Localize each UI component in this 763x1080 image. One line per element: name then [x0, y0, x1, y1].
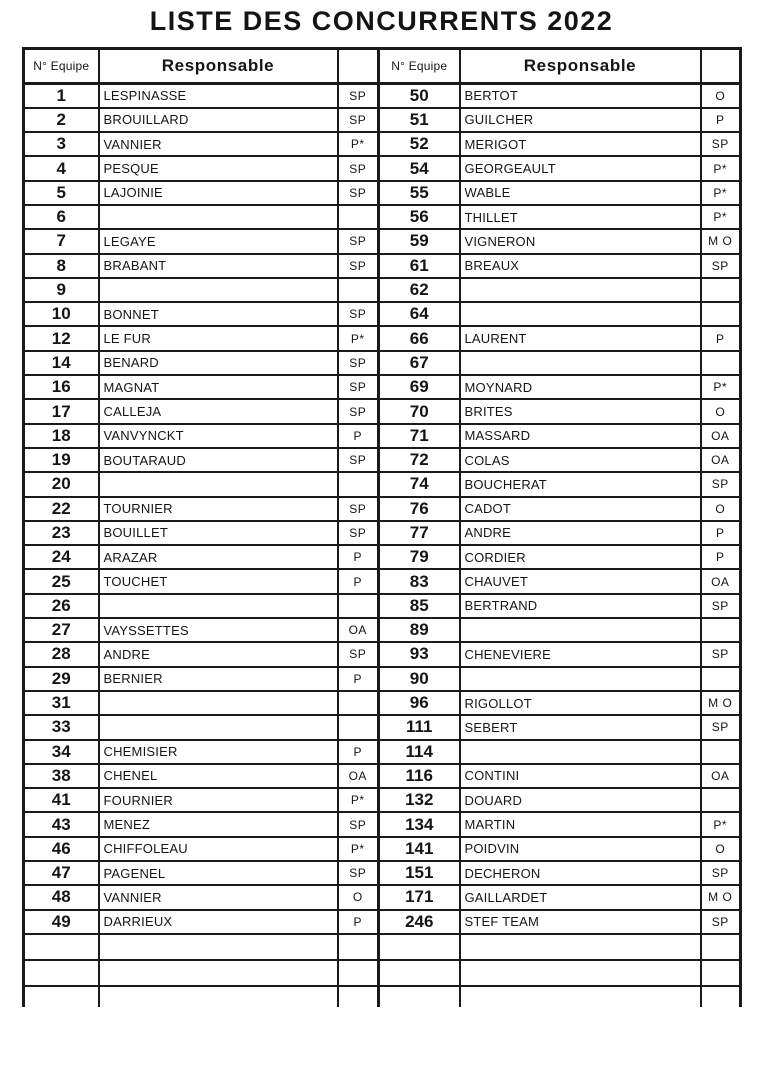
- left-num-cell: 6: [24, 205, 99, 229]
- right-name-cell: COLAS: [460, 448, 701, 472]
- right-code-cell: SP: [701, 132, 741, 156]
- left-name-cell: MENEZ: [99, 812, 338, 836]
- right-code-cell: [701, 788, 741, 812]
- left-code-cell: P: [338, 569, 379, 593]
- left-name-cell: CHENEL: [99, 764, 338, 788]
- left-name-cell: CALLEJA: [99, 399, 338, 423]
- right-name-cell: CORDIER: [460, 545, 701, 569]
- right-code-cell: M O: [701, 691, 741, 715]
- left-name-cell: BOUTARAUD: [99, 448, 338, 472]
- left-name-cell: [99, 691, 338, 715]
- left-num-cell: 38: [24, 764, 99, 788]
- left-num-cell: 19: [24, 448, 99, 472]
- right-name-cell: LAURENT: [460, 326, 701, 350]
- right-name-cell: [460, 618, 701, 642]
- right-name-cell: BERTRAND: [460, 594, 701, 618]
- right-name-cell: MOYNARD: [460, 375, 701, 399]
- right-name-cell: STEF TEAM: [460, 910, 701, 934]
- right-code-cell: SP: [701, 472, 741, 496]
- header-left-team-number: N° Equipe: [24, 49, 99, 84]
- right-name-cell: [460, 302, 701, 326]
- right-num-cell: 67: [379, 351, 460, 375]
- right-name-cell: CHAUVET: [460, 569, 701, 593]
- right-code-cell: SP: [701, 254, 741, 278]
- left-code-cell: P*: [338, 132, 379, 156]
- left-code-cell: [338, 472, 379, 496]
- page-title: LISTE DES CONCURRENTS 2022: [149, 6, 614, 36]
- right-name-cell: BOUCHERAT: [460, 472, 701, 496]
- left-name-cell: TOURNIER: [99, 497, 338, 521]
- left-code-cell: SP: [338, 861, 379, 885]
- header-left-code: [338, 49, 379, 84]
- right-code-cell: [701, 302, 741, 326]
- left-num-cell: 46: [24, 837, 99, 861]
- right-num-cell: 74: [379, 472, 460, 496]
- left-num-cell: 47: [24, 861, 99, 885]
- right-name-cell-empty: [460, 934, 701, 960]
- right-code-cell: O: [701, 837, 741, 861]
- left-name-cell: BROUILLARD: [99, 108, 338, 132]
- left-name-cell: PAGENEL: [99, 861, 338, 885]
- table-row: [24, 812, 741, 836]
- right-name-cell-empty: [460, 986, 701, 1007]
- left-name-cell-empty: [99, 934, 338, 960]
- left-name-cell: VANVYNCKT: [99, 424, 338, 448]
- table-row: [24, 302, 741, 326]
- right-num-cell: 132: [379, 788, 460, 812]
- right-num-cell: 111: [379, 715, 460, 739]
- left-num-cell: 16: [24, 375, 99, 399]
- left-code-cell: SP: [338, 497, 379, 521]
- right-num-cell: 62: [379, 278, 460, 302]
- right-num-cell: 246: [379, 910, 460, 934]
- table-row: [24, 837, 741, 861]
- table-row: [24, 545, 741, 569]
- right-num-cell: 59: [379, 229, 460, 253]
- right-code-cell: P*: [701, 812, 741, 836]
- left-code-cell: P*: [338, 837, 379, 861]
- table-row: [24, 132, 741, 156]
- table-row: [24, 278, 741, 302]
- table-row: [24, 618, 741, 642]
- right-num-cell: 141: [379, 837, 460, 861]
- left-num-cell: 49: [24, 910, 99, 934]
- left-code-cell: SP: [338, 84, 379, 108]
- left-num-cell: 43: [24, 812, 99, 836]
- left-num-cell: 23: [24, 521, 99, 545]
- left-num-cell: 26: [24, 594, 99, 618]
- right-name-cell: [460, 351, 701, 375]
- right-num-cell: 151: [379, 861, 460, 885]
- left-name-cell: PESQUE: [99, 156, 338, 180]
- table-row: [24, 254, 741, 278]
- right-name-cell: CONTINI: [460, 764, 701, 788]
- table-row: [24, 764, 741, 788]
- left-num-cell: 48: [24, 885, 99, 909]
- right-num-cell: 79: [379, 545, 460, 569]
- right-num-cell: 70: [379, 399, 460, 423]
- left-num-cell: 25: [24, 569, 99, 593]
- right-name-cell: VIGNERON: [460, 229, 701, 253]
- right-num-cell-empty: [379, 934, 460, 960]
- left-code-cell: [338, 278, 379, 302]
- right-num-cell: 72: [379, 448, 460, 472]
- left-code-cell: SP: [338, 521, 379, 545]
- empty-row: [24, 986, 741, 1007]
- right-num-cell: 61: [379, 254, 460, 278]
- table-row: [24, 156, 741, 180]
- right-code-cell: M O: [701, 229, 741, 253]
- table-row: [24, 351, 741, 375]
- right-code-cell: P: [701, 108, 741, 132]
- right-num-cell-empty: [379, 986, 460, 1007]
- header-left-responsable: Responsable: [99, 49, 338, 84]
- left-num-cell: 9: [24, 278, 99, 302]
- right-code-cell: P*: [701, 156, 741, 180]
- right-code-cell: SP: [701, 715, 741, 739]
- left-code-cell: SP: [338, 156, 379, 180]
- left-name-cell: BONNET: [99, 302, 338, 326]
- left-code-cell: [338, 205, 379, 229]
- left-num-cell: 18: [24, 424, 99, 448]
- table-row: [24, 472, 741, 496]
- table-row: [24, 399, 741, 423]
- left-name-cell: FOURNIER: [99, 788, 338, 812]
- left-name-cell: LAJOINIE: [99, 181, 338, 205]
- left-code-cell: P: [338, 740, 379, 764]
- right-code-cell: SP: [701, 594, 741, 618]
- right-num-cell: 96: [379, 691, 460, 715]
- right-num-cell: 55: [379, 181, 460, 205]
- right-name-cell: GAILLARDET: [460, 885, 701, 909]
- left-name-cell: [99, 205, 338, 229]
- left-name-cell: LEGAYE: [99, 229, 338, 253]
- left-name-cell: CHEMISIER: [99, 740, 338, 764]
- left-code-cell: SP: [338, 448, 379, 472]
- right-name-cell: CHENEVIERE: [460, 642, 701, 666]
- left-name-cell: [99, 715, 338, 739]
- right-num-cell: 64: [379, 302, 460, 326]
- left-code-cell: [338, 715, 379, 739]
- left-num-cell: 27: [24, 618, 99, 642]
- right-code-cell: P*: [701, 205, 741, 229]
- right-code-cell: [701, 740, 741, 764]
- competitors-table-body: [24, 49, 741, 1007]
- right-code-cell: P: [701, 545, 741, 569]
- table-row: [24, 205, 741, 229]
- right-num-cell: 171: [379, 885, 460, 909]
- left-code-cell: [338, 594, 379, 618]
- right-name-cell: THILLET: [460, 205, 701, 229]
- empty-row: [24, 960, 741, 986]
- right-num-cell: 114: [379, 740, 460, 764]
- left-num-cell: 12: [24, 326, 99, 350]
- left-code-cell: P: [338, 667, 379, 691]
- left-name-cell-empty: [99, 986, 338, 1007]
- table-row: [24, 181, 741, 205]
- right-name-cell: BERTOT: [460, 84, 701, 108]
- left-num-cell: 1: [24, 84, 99, 108]
- right-num-cell: 90: [379, 667, 460, 691]
- left-name-cell: ANDRE: [99, 642, 338, 666]
- right-name-cell: GEORGEAULT: [460, 156, 701, 180]
- right-num-cell: 83: [379, 569, 460, 593]
- left-name-cell: VANNIER: [99, 132, 338, 156]
- right-code-cell: O: [701, 497, 741, 521]
- right-num-cell: 134: [379, 812, 460, 836]
- left-code-cell: SP: [338, 351, 379, 375]
- right-num-cell: 54: [379, 156, 460, 180]
- left-num-cell: 20: [24, 472, 99, 496]
- left-code-cell: SP: [338, 229, 379, 253]
- right-name-cell: RIGOLLOT: [460, 691, 701, 715]
- left-code-cell-empty: [338, 934, 379, 960]
- left-code-cell: P: [338, 910, 379, 934]
- table-row: [24, 497, 741, 521]
- table-row: [24, 84, 741, 108]
- right-name-cell: DECHERON: [460, 861, 701, 885]
- left-name-cell: LESPINASSE: [99, 84, 338, 108]
- left-code-cell: SP: [338, 181, 379, 205]
- right-code-cell: O: [701, 399, 741, 423]
- right-code-cell: OA: [701, 764, 741, 788]
- right-name-cell: CADOT: [460, 497, 701, 521]
- left-name-cell: BENARD: [99, 351, 338, 375]
- table-row: [24, 521, 741, 545]
- competitors-table: [22, 47, 742, 1007]
- right-code-cell: [701, 618, 741, 642]
- right-code-cell: P*: [701, 375, 741, 399]
- right-code-cell: P: [701, 521, 741, 545]
- right-num-cell: 89: [379, 618, 460, 642]
- left-code-cell: O: [338, 885, 379, 909]
- right-num-cell: 66: [379, 326, 460, 350]
- left-num-cell: 28: [24, 642, 99, 666]
- right-num-cell: 50: [379, 84, 460, 108]
- left-code-cell: OA: [338, 764, 379, 788]
- right-name-cell: [460, 667, 701, 691]
- table-row: [24, 885, 741, 909]
- right-num-cell: 85: [379, 594, 460, 618]
- right-code-cell: SP: [701, 910, 741, 934]
- header-right-code: [701, 49, 741, 84]
- right-num-cell: 76: [379, 497, 460, 521]
- left-name-cell: VANNIER: [99, 885, 338, 909]
- left-num-cell: 7: [24, 229, 99, 253]
- left-code-cell: P*: [338, 326, 379, 350]
- left-code-cell-empty: [338, 986, 379, 1007]
- left-num-cell: 33: [24, 715, 99, 739]
- right-num-cell-empty: [379, 960, 460, 986]
- left-num-cell: 29: [24, 667, 99, 691]
- left-num-cell: 2: [24, 108, 99, 132]
- right-name-cell: MASSARD: [460, 424, 701, 448]
- right-name-cell: POIDVIN: [460, 837, 701, 861]
- left-num-cell-empty: [24, 934, 99, 960]
- right-code-cell: P*: [701, 181, 741, 205]
- right-code-cell: O: [701, 84, 741, 108]
- table-row: [24, 667, 741, 691]
- right-num-cell: 56: [379, 205, 460, 229]
- right-name-cell: MARTIN: [460, 812, 701, 836]
- right-code-cell: [701, 351, 741, 375]
- left-num-cell: 3: [24, 132, 99, 156]
- right-code-cell: M O: [701, 885, 741, 909]
- left-code-cell: SP: [338, 375, 379, 399]
- left-code-cell: SP: [338, 302, 379, 326]
- right-num-cell: 71: [379, 424, 460, 448]
- table-row: [24, 691, 741, 715]
- left-code-cell: P: [338, 424, 379, 448]
- left-num-cell: 31: [24, 691, 99, 715]
- table-row: [24, 740, 741, 764]
- left-name-cell: BERNIER: [99, 667, 338, 691]
- table-row: [24, 229, 741, 253]
- left-code-cell: SP: [338, 642, 379, 666]
- left-num-cell: 5: [24, 181, 99, 205]
- left-num-cell: 10: [24, 302, 99, 326]
- right-num-cell: 77: [379, 521, 460, 545]
- left-num-cell: 24: [24, 545, 99, 569]
- table-row: [24, 448, 741, 472]
- left-code-cell: OA: [338, 618, 379, 642]
- table-row: [24, 715, 741, 739]
- left-num-cell: 17: [24, 399, 99, 423]
- left-name-cell: TOUCHET: [99, 569, 338, 593]
- right-num-cell: 69: [379, 375, 460, 399]
- left-num-cell: 14: [24, 351, 99, 375]
- table-row: [24, 910, 741, 934]
- right-name-cell: ANDRE: [460, 521, 701, 545]
- left-num-cell: 8: [24, 254, 99, 278]
- right-name-cell: SEBERT: [460, 715, 701, 739]
- right-code-cell: OA: [701, 448, 741, 472]
- left-name-cell: BRABANT: [99, 254, 338, 278]
- table-row: [24, 375, 741, 399]
- left-code-cell-empty: [338, 960, 379, 986]
- empty-row: [24, 934, 741, 960]
- left-name-cell-empty: [99, 960, 338, 986]
- right-code-cell-empty: [701, 960, 741, 986]
- header-right-team-number: N° Equipe: [379, 49, 460, 84]
- right-name-cell: MERIGOT: [460, 132, 701, 156]
- right-code-cell: [701, 278, 741, 302]
- left-code-cell: SP: [338, 254, 379, 278]
- left-num-cell: 34: [24, 740, 99, 764]
- left-code-cell: [338, 691, 379, 715]
- left-name-cell: [99, 278, 338, 302]
- table-row: [24, 326, 741, 350]
- right-name-cell: GUILCHER: [460, 108, 701, 132]
- left-code-cell: P*: [338, 788, 379, 812]
- left-num-cell: 4: [24, 156, 99, 180]
- left-code-cell: SP: [338, 108, 379, 132]
- table-row: [24, 569, 741, 593]
- left-name-cell: MAGNAT: [99, 375, 338, 399]
- table-row: [24, 642, 741, 666]
- left-name-cell: [99, 472, 338, 496]
- left-num-cell-empty: [24, 986, 99, 1007]
- right-num-cell: 52: [379, 132, 460, 156]
- table-row: [24, 788, 741, 812]
- left-num-cell: 22: [24, 497, 99, 521]
- left-name-cell: LE FUR: [99, 326, 338, 350]
- right-name-cell: BRITES: [460, 399, 701, 423]
- left-name-cell: CHIFFOLEAU: [99, 837, 338, 861]
- right-code-cell: [701, 667, 741, 691]
- right-code-cell: P: [701, 326, 741, 350]
- left-code-cell: P: [338, 545, 379, 569]
- right-name-cell-empty: [460, 960, 701, 986]
- left-code-cell: SP: [338, 812, 379, 836]
- right-name-cell: [460, 278, 701, 302]
- right-name-cell: WABLE: [460, 181, 701, 205]
- table-header-row: [24, 49, 741, 84]
- left-name-cell: ARAZAR: [99, 545, 338, 569]
- right-code-cell: OA: [701, 569, 741, 593]
- right-code-cell: SP: [701, 642, 741, 666]
- right-name-cell: DOUARD: [460, 788, 701, 812]
- table-row: [24, 108, 741, 132]
- right-code-cell-empty: [701, 986, 741, 1007]
- left-num-cell-empty: [24, 960, 99, 986]
- right-code-cell: SP: [701, 861, 741, 885]
- table-row: [24, 594, 741, 618]
- left-code-cell: SP: [338, 399, 379, 423]
- right-name-cell: [460, 740, 701, 764]
- right-num-cell: 93: [379, 642, 460, 666]
- left-name-cell: BOUILLET: [99, 521, 338, 545]
- left-name-cell: [99, 594, 338, 618]
- right-name-cell: BREAUX: [460, 254, 701, 278]
- right-code-cell-empty: [701, 934, 741, 960]
- header-right-responsable: Responsable: [460, 49, 701, 84]
- right-num-cell: 116: [379, 764, 460, 788]
- right-num-cell: 51: [379, 108, 460, 132]
- table-row: [24, 861, 741, 885]
- right-code-cell: OA: [701, 424, 741, 448]
- left-name-cell: DARRIEUX: [99, 910, 338, 934]
- left-num-cell: 41: [24, 788, 99, 812]
- table-row: [24, 424, 741, 448]
- left-name-cell: VAYSSETTES: [99, 618, 338, 642]
